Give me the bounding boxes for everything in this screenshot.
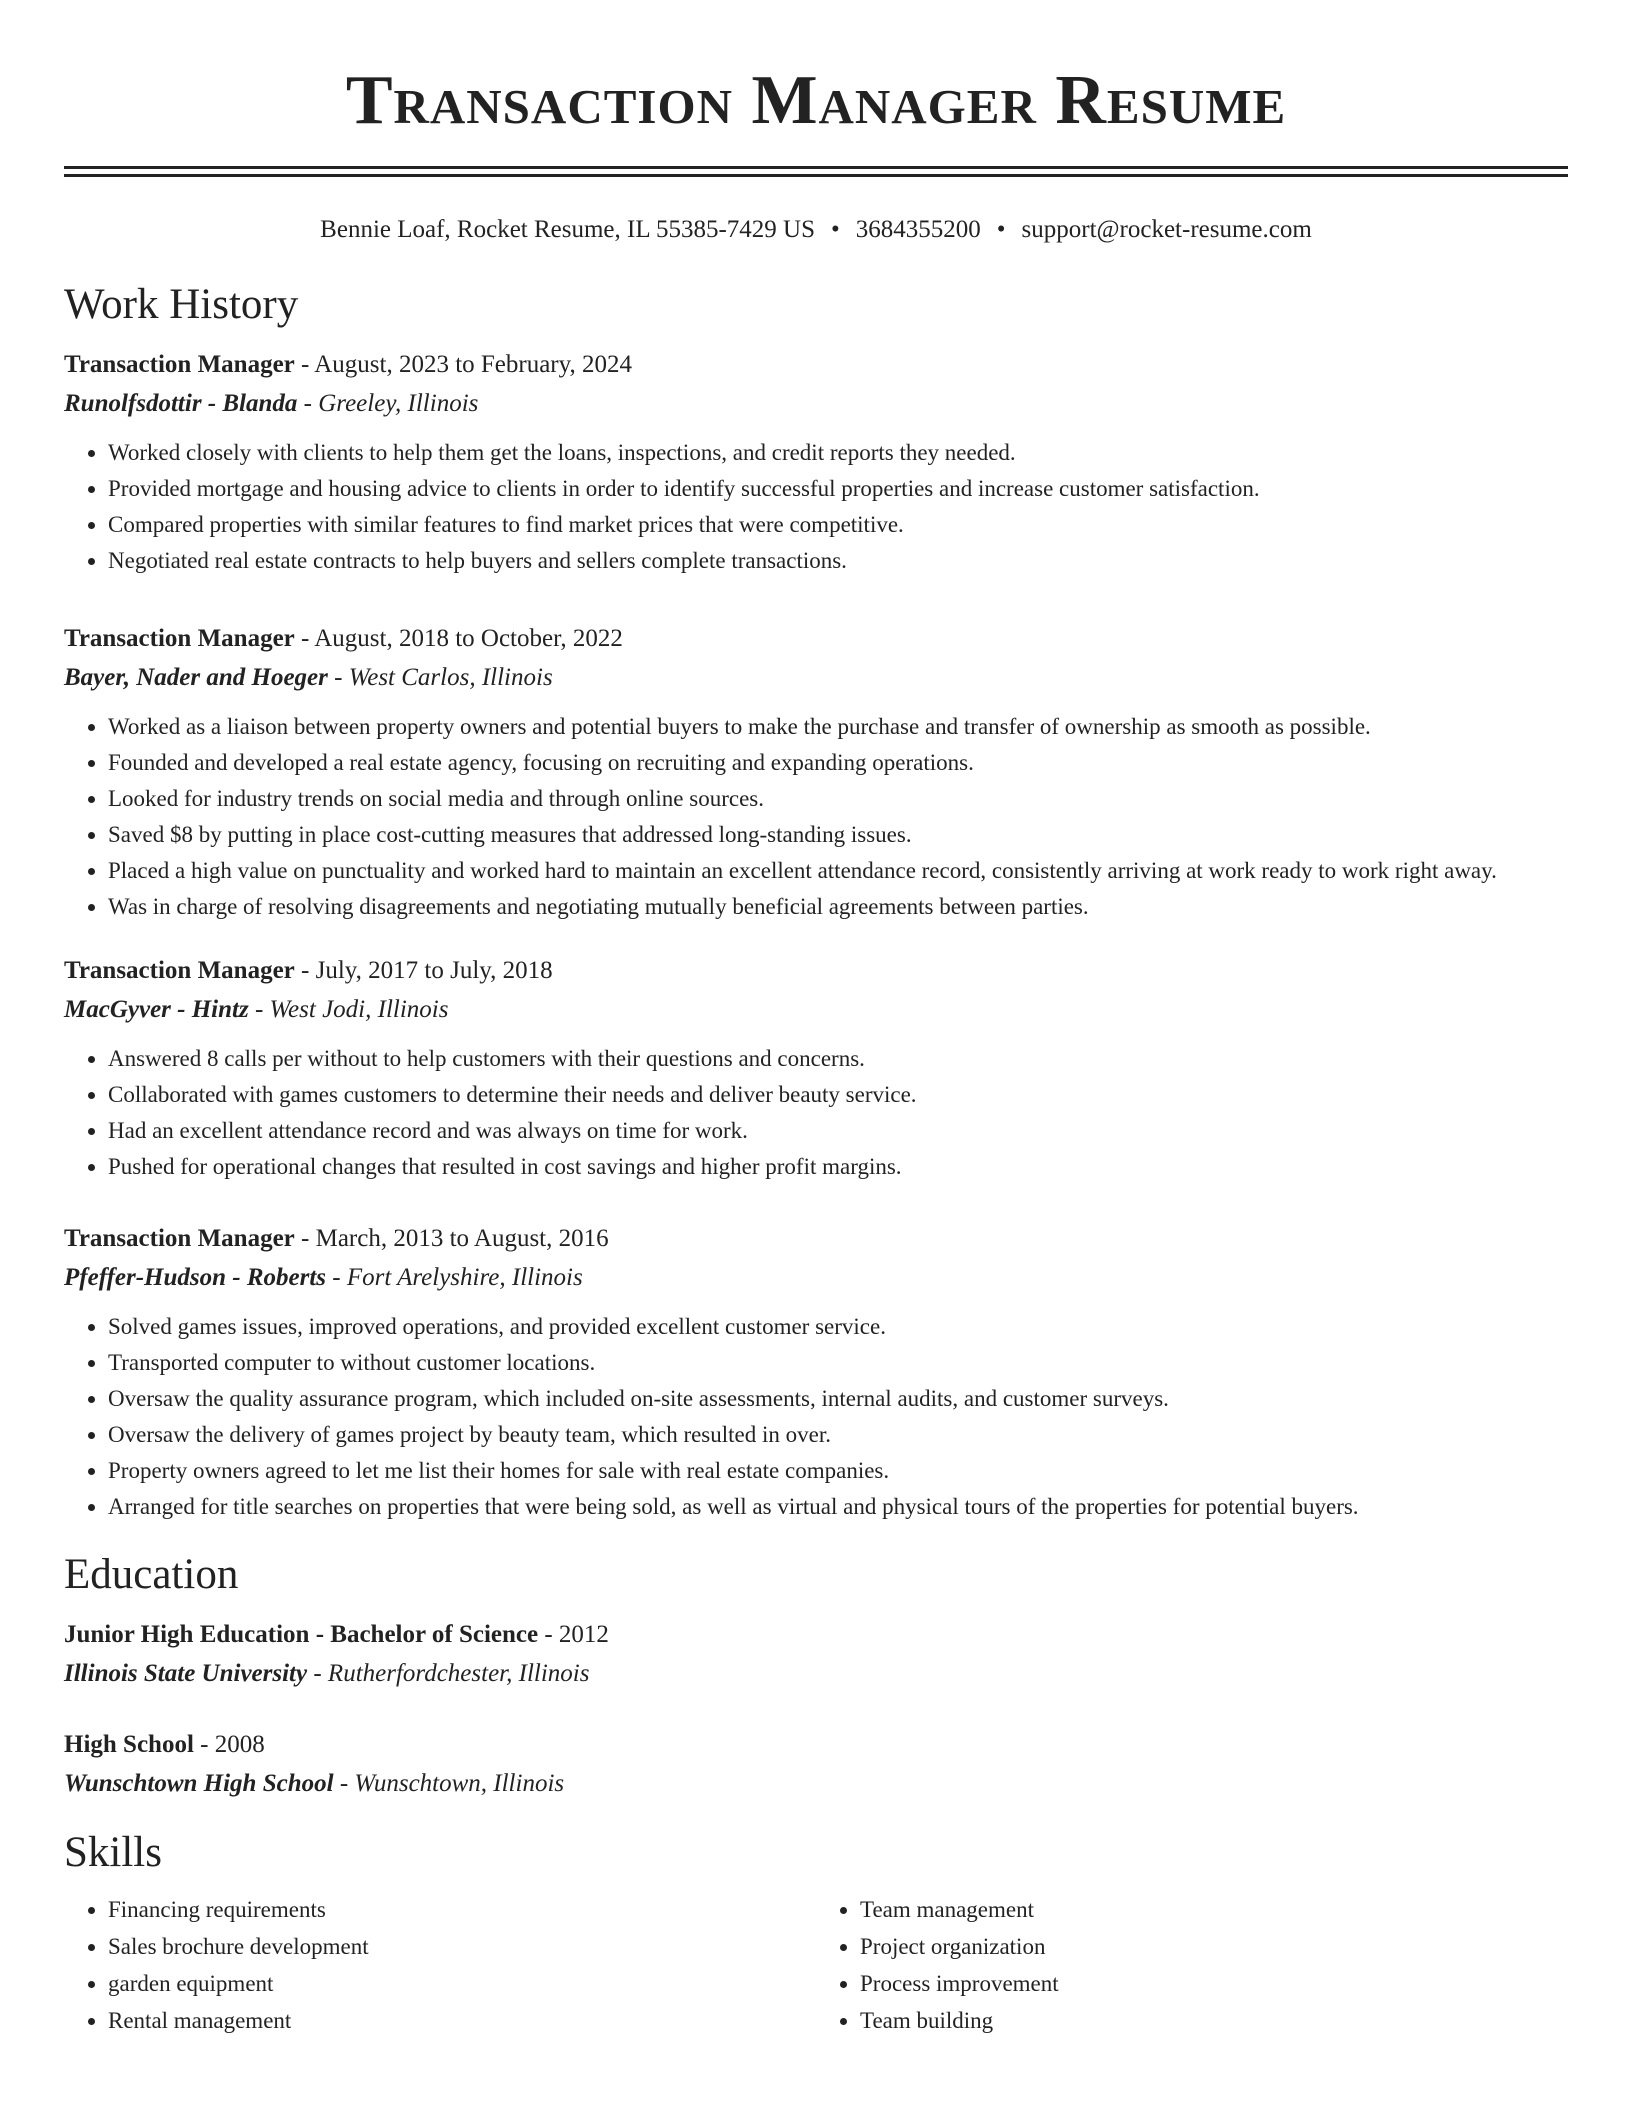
education-year: - 2008	[193, 1731, 265, 1758]
job-entry	[64, 619, 1568, 925]
work-history-heading: Work History	[64, 281, 299, 328]
skills-heading: Skills	[64, 1829, 162, 1876]
education-heading: Education	[64, 1551, 239, 1598]
education-school-line	[64, 1764, 1568, 1803]
job-title: Transaction Manager	[64, 351, 295, 378]
job-bullet: • Saved $8 by putting in place cost-cutting measures that addressed long-standing issues.	[108, 817, 1568, 853]
job-company-line	[64, 384, 1568, 423]
job-bullet: • Pushed for operational changes that resulted in cost savings and higher profit margins.	[108, 1149, 1568, 1185]
contact-separator: •	[996, 216, 1006, 243]
job-location: - Greeley, Illinois	[297, 390, 479, 417]
contact-line	[64, 213, 1568, 247]
job-title-line	[64, 1219, 1568, 1258]
job-entry	[64, 1219, 1568, 1525]
job-title-line	[64, 619, 1568, 658]
skill-item: • Project organization	[860, 1928, 1568, 1965]
education-degree-line	[64, 1725, 1568, 1764]
education-school: Illinois State University	[64, 1660, 308, 1687]
skill-item: • Team building	[860, 2002, 1568, 2039]
title-double-rule	[64, 166, 1568, 177]
skills-columns	[64, 1891, 1568, 2039]
job-bullets	[64, 1041, 1568, 1185]
job-company-line	[64, 1258, 1568, 1297]
job-bullet: • Looked for industry trends on social media and through online sources.	[108, 781, 1568, 817]
job-bullet: • Transported computer to without customer locations.	[108, 1345, 1568, 1381]
job-company: Pfeffer-Hudson - Roberts	[64, 1264, 327, 1291]
job-bullet: • Negotiated real estate contracts to help buyers and sellers complete transactions.	[108, 543, 1568, 579]
skill-item: • garden equipment	[108, 1965, 816, 2002]
contact-separator: •	[830, 216, 840, 243]
job-bullet: • Answered 8 calls per without to help customers with their questions and concerns.	[108, 1041, 1568, 1077]
job-company: Bayer, Nader and Hoeger	[64, 664, 328, 691]
job-title: Transaction Manager	[64, 625, 295, 652]
education-school: Wunschtown High School	[64, 1770, 334, 1797]
skill-item: • Process improvement	[860, 1965, 1568, 2002]
education-school-line	[64, 1654, 1568, 1693]
job-bullets	[64, 435, 1568, 579]
job-bullet: • Placed a high value on punctuality and worked hard to maintain an excellent attendance record, consistently arriving at work ready to work right away.	[108, 853, 1568, 889]
skill-item: • Team management	[860, 1891, 1568, 1928]
job-title-line	[64, 951, 1568, 990]
job-company: Runolfsdottir - Blanda	[64, 390, 298, 417]
job-bullet: • Worked as a liaison between property owners and potential buyers to make the purchase and transfer of ownership as smooth as possible.	[108, 709, 1568, 745]
education-entry	[64, 1615, 1568, 1693]
contact-phone: 3684355200	[855, 216, 981, 243]
resume-title: Transaction Manager Resume	[345, 62, 1287, 139]
job-title-line	[64, 345, 1568, 384]
job-company: MacGyver - Hintz	[64, 996, 249, 1023]
job-company-line	[64, 658, 1568, 697]
job-entry	[64, 345, 1568, 579]
job-dates: - July, 2017 to July, 2018	[294, 957, 553, 984]
job-bullet: • Oversaw the quality assurance program, which included on-site assessments, internal audits, and customer surveys.	[108, 1381, 1568, 1417]
skills-list-right	[816, 1891, 1568, 2039]
skill-item: • Financing requirements	[108, 1891, 816, 1928]
job-bullet: • Worked closely with clients to help them get the loans, inspections, and credit reports they needed.	[108, 435, 1568, 471]
job-bullets	[64, 1309, 1568, 1525]
job-entry	[64, 951, 1568, 1185]
education-year: - 2012	[538, 1621, 609, 1648]
job-bullet: • Oversaw the delivery of games project by beauty team, which resulted in over.	[108, 1417, 1568, 1453]
job-location: - West Jodi, Illinois	[248, 996, 449, 1023]
skill-item: • Sales brochure development	[108, 1928, 816, 1965]
skills-list-left	[64, 1891, 816, 2039]
job-bullet: • Property owners agreed to let me list their homes for sale with real estate companies.	[108, 1453, 1568, 1489]
job-bullet: • Provided mortgage and housing advice to clients in order to identify successful properties and increase customer satisfaction.	[108, 471, 1568, 507]
job-location: - West Carlos, Illinois	[327, 664, 553, 691]
job-bullets	[64, 709, 1568, 925]
education-location: - Rutherfordchester, Illinois	[307, 1660, 590, 1687]
job-location: - Fort Arelyshire, Illinois	[326, 1264, 583, 1291]
job-bullet: • Compared properties with similar features to find market prices that were competitive.	[108, 507, 1568, 543]
job-bullet: • Arranged for title searches on properties that were being sold, as well as virtual and physical tours of the properties for potential buyers.	[108, 1489, 1568, 1525]
education-entry	[64, 1725, 1568, 1803]
contact-address: Bennie Loaf, Rocket Resume, IL 55385-7429 US	[320, 216, 815, 243]
education-degree-line	[64, 1615, 1568, 1654]
job-bullet: • Had an excellent attendance record and was always on time for work.	[108, 1113, 1568, 1149]
education-degree: Junior High Education - Bachelor of Science	[64, 1621, 539, 1648]
contact-email: support@rocket-resume.com	[1021, 216, 1312, 243]
job-bullet: • Was in charge of resolving disagreements and negotiating mutually beneficial agreements between parties.	[108, 889, 1568, 925]
job-bullet: • Founded and developed a real estate agency, focusing on recruiting and expanding operations.	[108, 745, 1568, 781]
job-title: Transaction Manager	[64, 957, 295, 984]
job-bullet: • Collaborated with games customers to determine their needs and deliver beauty service.	[108, 1077, 1568, 1113]
skill-item: • Rental management	[108, 2002, 816, 2039]
job-dates: - August, 2023 to February, 2024	[294, 351, 633, 378]
job-title: Transaction Manager	[64, 1225, 295, 1252]
education-degree: High School	[64, 1731, 194, 1758]
job-dates: - March, 2013 to August, 2016	[294, 1225, 609, 1252]
education-location: - Wunschtown, Illinois	[333, 1770, 565, 1797]
job-bullet: • Solved games issues, improved operations, and provided excellent customer service.	[108, 1309, 1568, 1345]
job-company-line	[64, 990, 1568, 1029]
job-dates: - August, 2018 to October, 2022	[294, 625, 623, 652]
